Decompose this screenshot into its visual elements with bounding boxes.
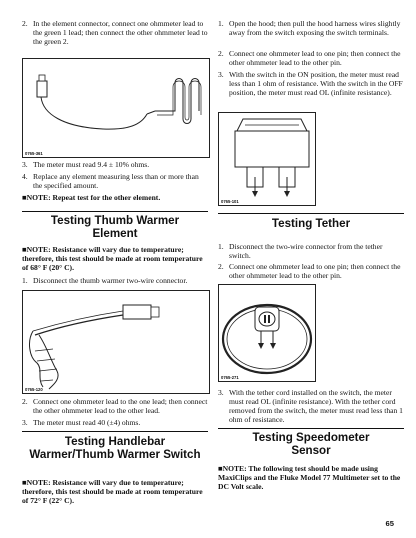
- step-switch-on-off: 3. With the switch in the ON position, the meter must read less than 1 ohm of resistance. With the switch in the OFF position, the meter must read OL (infinite resistance).: [218, 70, 403, 97]
- tether-illustration: [219, 285, 315, 381]
- section-rule: [22, 211, 208, 212]
- step-disconnect-thumb-warmer: 1. Disconnect the thumb warmer two-wire connector.: [22, 276, 188, 285]
- step-disconnect-tether: 1. Disconnect the two-wire connector from the tether switch.: [218, 242, 383, 260]
- section-title-tether: Testing Tether: [271, 217, 351, 230]
- note-repeat-test: ■NOTE: Repeat test for the other element.: [22, 193, 161, 202]
- figure-element-connector: [22, 58, 210, 158]
- section-title-handlebar-switch: Testing Handlebar Warmer/Thumb Warmer Switch: [29, 435, 201, 461]
- step-replace-element: 4. Replace any element measuring less than or more than the specified amount.: [22, 172, 199, 190]
- element-wire-illustration: [23, 59, 209, 157]
- switch-illustration: [219, 113, 315, 205]
- step-connect-thumb-ohmmeter: 2. Connect one ohmmeter lead to the one lead; then connect the other ohmmeter lead to the other lead.: [22, 397, 208, 415]
- section-title-thumb-warmer: Testing Thumb Warmer Element: [50, 214, 180, 240]
- section-rule: [22, 431, 208, 432]
- figure-thumb-warmer: [22, 290, 210, 394]
- step-thumb-meter-reading: 3. The meter must read 40 (±4) ohms.: [22, 418, 141, 427]
- note-maxiclips: ■NOTE: The following test should be made using MaxiClips and the Fluke Model 77 Multimeter set to the DC Volt scale.: [218, 464, 401, 491]
- note-temperature-68: ■NOTE: Resistance will vary due to temperature; therefore, this test should be made at room temperature of 68° F (20° C).: [22, 245, 203, 272]
- note-temperature-72: ■NOTE: Resistance will vary due to temperature; therefore, this test should be made at room temperature of 72° F (22° C).: [22, 478, 203, 505]
- section-rule: [218, 213, 404, 214]
- figure-switch: [218, 112, 316, 206]
- step-meter-reading: 3. The meter must read 9.4 ± 10% ohms.: [22, 160, 150, 169]
- page-number: 65: [385, 519, 394, 528]
- section-title-speedometer: Testing Speedometer Sensor: [252, 431, 370, 457]
- figure-code: 0765-361: [25, 151, 43, 156]
- step-element-connector: 2. In the element connector, connect one ohmmeter lead to the green 1 lead; then connect the other ohmmeter lead to the green 2.: [22, 19, 208, 46]
- figure-tether-switch: [218, 284, 316, 382]
- section-rule: [218, 428, 404, 429]
- step-connect-tether-ohmmeter: 2. Connect one ohmmeter lead to one pin; then connect the other ohmmeter lead to the other pin.: [218, 262, 401, 280]
- step-tether-cord: 3. With the tether cord installed on the switch, the meter must read OL (infinite resistance). With the tether cord removed from the switch, the meter must read less than 1 ohm of resistance.: [218, 388, 403, 424]
- thumb-warmer-illustration: [23, 291, 209, 393]
- figure-code: 0765-101: [221, 199, 239, 204]
- figure-code: 0765-120: [25, 387, 43, 392]
- step-connect-switch-ohmmeter: 2. Connect one ohmmeter lead to one pin; then connect the other ohmmeter lead to the other pin.: [218, 49, 401, 67]
- step-open-hood: 1. Open the hood; then pull the hood harness wires slightly away from the switch exposing the switch terminals.: [218, 19, 401, 37]
- figure-code: 0765-271: [221, 375, 239, 380]
